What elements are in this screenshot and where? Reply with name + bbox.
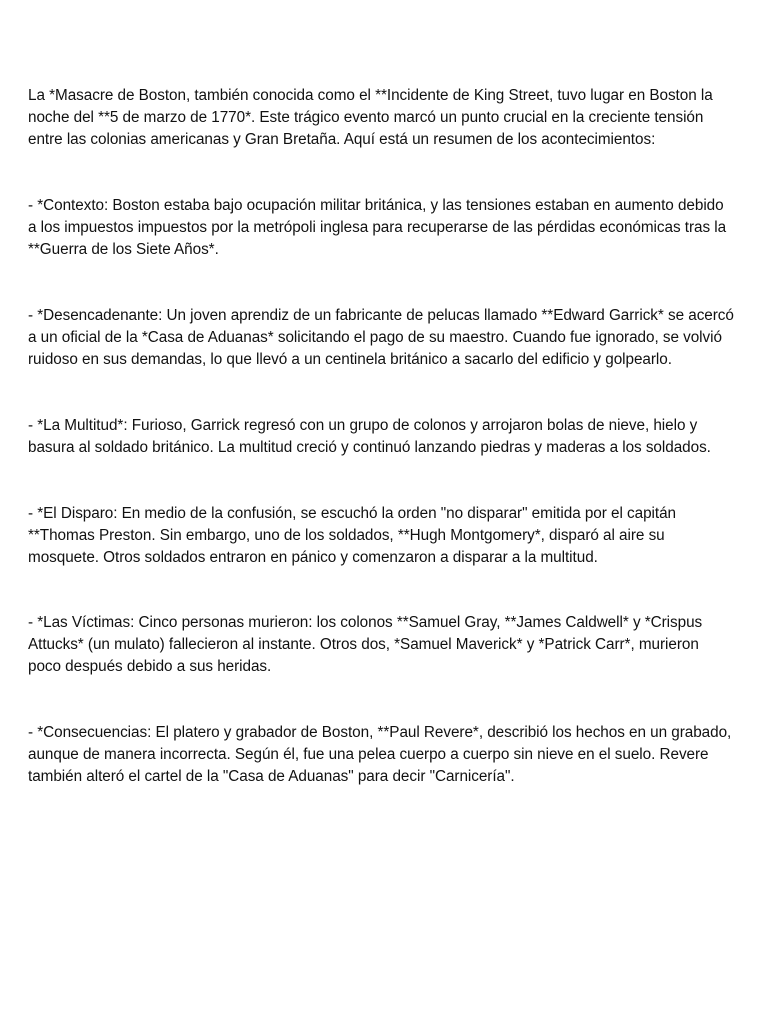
paragraph-gap [28,371,734,415]
consequences-paragraph: - *Consecuencias: El platero y grabador de Boston, **Paul Revere*, describió los hechos en un grabado, aunque de manera incorrecta. Según él, fue una pelea cuerpo a cuerpo sin nieve en el suelo. Revere también alteró el cartel de la "Casa de Aduanas" para decir "Carnicería". [28,724,732,785]
intro-paragraph: La *Masacre de Boston, también conocida como el **Incidente de King Street, tuvo lugar en Boston la noche del **5 de marzo de 1770*. Este trágico evento marcó un punto crucial en la creciente tensión entre las colonias americanas y Gran Bretaña. Aquí está un resumen de los acontecimientos: [28,87,713,148]
paragraph-gap [28,151,734,195]
paragraph-gap [28,459,734,503]
crowd-paragraph: - *La Multitud*: Furioso, Garrick regresó con un grupo de colonos y arrojaron bolas de nieve, hielo y basura al soldado británico. La multitud creció y continuó lanzando piedras y maderas a los soldados. [28,417,711,456]
trigger-paragraph: - *Desencadenante: Un joven aprendiz de un fabricante de pelucas llamado **Edward Garrick* se acercó a un oficial de la *Casa de Aduanas* solicitando el pago de su maestro. Cuando fue ignorado, se volvió ruidoso en sus demandas, lo que llevó a un centinela británico a sacarlo del edificio y golpearlo. [28,307,734,368]
paragraph-gap [28,569,734,612]
context-paragraph: - *Contexto: Boston estaba bajo ocupación militar británica, y las tensiones estaban en aumento debido a los impuestos impuestos por la metrópoli inglesa para recuperarse de las pérdidas económicas tras la **Guerra de los Siete Años*. [28,197,727,258]
victims-paragraph: - *Las Víctimas: Cinco personas murieron: los colonos **Samuel Gray, **James Caldwell* y *Crispus Attucks* (un mulato) fallecieron al instante. Otros dos, *Samuel Maverick* y *Patrick Carr*, murieron poco después debido a sus heridas. [28,614,703,675]
shooting-paragraph: - *El Disparo: En medio de la confusión, se escuchó la orden "no disparar" emitida por el capitán **Thomas Preston. Sin embargo, uno de los soldados, **Hugh Montgomery*, disparó al aire su mosquete. Otros soldados entraron en pánico y comenzaron a disparar a la multitud. [28,505,676,566]
paragraph-gap [28,261,734,305]
paragraph-gap [28,678,734,722]
